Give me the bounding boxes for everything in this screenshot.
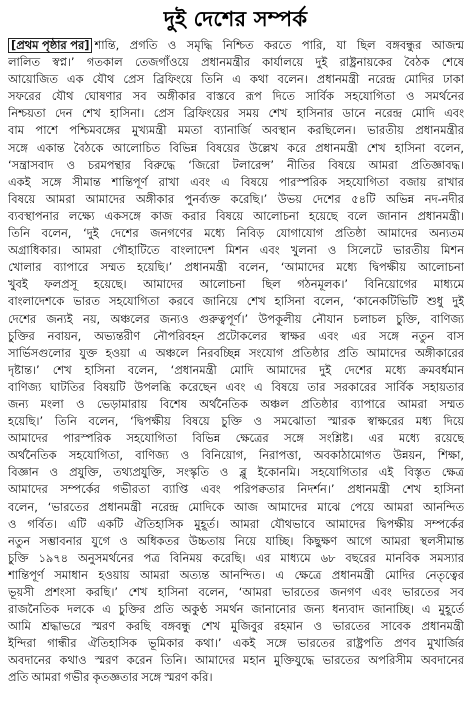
article-line: আমি শ্রদ্ধাভরে স্মরণ করছি বঙ্গবন্ধু শেখ মুজিবুর রহমান ও ভারতের সাবেক প্রধানমন্ত্রী: [8, 619, 464, 634]
article-line: আয়োজিত এক যৌথ প্রেস ব্রিফিংয়ে তিনি এ কথা বলেন। প্রধানমন্ত্রী নরেন্দ্র মোদির ঢাকা: [8, 72, 464, 87]
article-line: রাজনৈতিক দলকে এ চুক্তির প্রতি অকুণ্ঠ সমর্থন জানানোর জন্য ধন্যবাদ জানাচ্ছি। এ মুহূর্তে: [8, 602, 464, 617]
article-line: দৃষ্টান্ত।’ শেখ হাসিনা বলেন, ‘প্রধানমন্ত্রী মোদি আমাদের দুই দেশের মধ্যে ক্রমবর্ধমান: [8, 362, 464, 377]
article-line: বাংলাদেশকে ভারত সহযোগিতা করবে জানিয়ে শেখ হাসিনা বলেন, ‘কানেকটিভিটি শুধু দুই: [8, 294, 464, 309]
article-body: [8, 37, 464, 705]
article-line: সঙ্গে একান্ত বৈঠকে আলোচিত বিভিন্ন বিষয়ের উল্লেখ করে প্রধানমন্ত্রী শেখ হাসিনা বলেন,: [8, 140, 464, 155]
article-line: খোলার ব্যাপারে সম্মত হয়েছি।’ প্রধানমন্ত্রী বলেন, ‘আমাদের মধ্যে দ্বিপক্ষীয় আলোচনা: [8, 260, 464, 275]
article-line: ‘সন্ত্রাসবাদ ও চরমপন্থার বিরুদ্ধে ‘জিরো টলারেন্স’ নীতির বিষয়ে আমরা প্রতিজ্ঞাবদ্ধ।: [8, 157, 464, 172]
article-line-text: শান্তি, প্রগতি ও সমৃদ্ধি নিশ্চিত করতে পারি, যা ছিল বঙ্গবন্ধুর আজন্ম: [94, 38, 464, 52]
article-line: ইন্দিরা গান্ধীর ঐতিহাসিক ভূমিকার কথা।’ একই সঙ্গে ভারতের রাষ্ট্রপতি প্রণব মুখার্জির: [8, 636, 464, 651]
article-line: সফরের যৌথ ঘোষণার সব অঙ্গীকার বাস্তবে রূপ দিতে সার্বিক সহযোগিতা ও সমর্থনের: [8, 89, 464, 104]
article-line: আমাদের সম্পর্কের গভীরতা ব্যাপ্তি এবং পরিপক্বতার নিদর্শন।’ প্রধানমন্ত্রী শেখ হাসিনা: [8, 482, 464, 497]
article-line: চুক্তি ১৯৭৪ অনুসমর্থনের পত্র বিনিময় করেছি। এর মাধ্যমে ৬৮ বছরের মানবিক সমস্যার: [8, 550, 464, 565]
article-line: ব্যবস্থাপনার লক্ষ্যে একসঙ্গে কাজ করার বিষয়ে আলোচনা হয়েছে বলে জানান প্রধানমন্ত্রী।: [8, 208, 464, 223]
article-line: বিষয়ে আমরা আমাদের অঙ্গীকার পুনর্ব্যক্ত করেছি।’ উভয় দেশের ৫৪টি অভিন্ন নদ-নদীর: [8, 191, 464, 206]
article-line: একই সঙ্গে সীমান্ত শান্তিপূর্ণ রাখা এবং এ বিষয়ে পারস্পরিক সহযোগিতা বজায় রাখার: [8, 174, 464, 189]
article-line: বাম পাশে পশ্চিমবঙ্গের মুখ্যমন্ত্রী মমতা ব্যানার্জি অবস্থান করছিলেন। ভারতীয় প্রধানমন্ত্রীর: [8, 123, 464, 138]
article-line: [8, 37, 464, 54]
article-line: ভূয়সী প্রশংসা করছি।’ শেখ হাসিনা বলেন, ‘আমরা ভারতের জনগণ এবং ভারতের সব: [8, 585, 464, 599]
article-line: লালিত স্বপ্ন।’ গতকাল তেজগাঁওয়ে প্রধানমন্ত্রীর কার্যালয়ে দুই রাষ্ট্রনায়কের বৈঠক শেষে: [8, 55, 464, 70]
article-line: অর্থনৈতিক সহযোগিতা, বাণিজ্য ও বিনিয়োগ, নিরাপত্তা, অবকাঠামোগত উন্নয়ন, শিক্ষা,: [8, 448, 464, 463]
continued-from-marker: [প্রথম পৃষ্ঠার পর]: [8, 38, 92, 53]
article-line: অগ্রাধিকার। আমরা গৌহাটিতে বাংলাদেশ মিশন এবং খুলনা ও সিলেটে ভারতীয় মিশন: [8, 243, 464, 258]
article-line: হয়েছি।’ তিনি বলেন, ‘দ্বিপক্ষীয় বিষয়ে চুক্তি ও সমঝোতা স্মারক স্বাক্ষরের মধ্য দিয়ে: [8, 414, 464, 429]
article-line: সার্ভিসগুলোর যুক্ত হওয়া এ অঞ্চলে নিরবচ্ছিন্ন সংযোগ প্রতিষ্ঠার প্রতি আমাদের অঙ্গীকারের: [8, 345, 464, 360]
article-line: ও গর্বিত। এটি একটি ঐতিহাসিক মুহূর্ত। আমরা যৌথভাবে আমাদের দ্বিপক্ষীয় সম্পর্কের: [8, 516, 464, 531]
article-line: বিজ্ঞান ও প্রযুক্তি, তথ্যপ্রযুক্তি, সংস্কৃতি ও ব্লু ইকোনমি। সহযোগিতার এই বিস্তৃত ক্ষেত্র: [8, 465, 464, 480]
article-line: প্রতি আমরা গভীর কৃতজ্ঞতার সঙ্গে স্মরণ করি।: [8, 670, 213, 685]
article-line: বাণিজ্য ঘাটতির বিষয়টি উপলব্ধি করেছেন এবং এ বিষয়ে তার সরকারের সার্বিক সহায়তার: [8, 379, 464, 394]
article-line: নিশ্চয়তা দেন শেখ হাসিনা। প্রেস ব্রিফিংয়ের সময় শেখ হাসিনার ডানে নরেন্দ্র মোদি এবং: [8, 106, 464, 121]
article-line: শান্তিপূর্ণ সমাধান হওয়ায় আমরা অত্যন্ত আনন্দিত। এ ক্ষেত্রে প্রধানমন্ত্রী মোদির নেতৃত্বের: [8, 567, 464, 582]
article-line: খুবই ফলপ্রসূ হয়েছে। আমাদের আলোচনা ছিল গঠনমূলক।’ বিনিয়োগের মাধ্যমে: [8, 277, 464, 292]
article-line: অবদানের কথাও স্মরণ করেন তিনি। আমাদের মহান মুক্তিযুদ্ধে ভারতের অপরিসীম অবদানের: [8, 653, 464, 668]
article-line: নতুন সম্ভাবনার যুগে ও অধিকতর উচ্চতায় নিয়ে যাচ্ছি। কিছুক্ষণ আগে আমরা স্থলসীমান্ত: [8, 533, 464, 548]
article-line: আমাদের পারস্পরিক সহযোগিতা বিভিন্ন ক্ষেত্রের সঙ্গে সংশ্লিষ্ট। এর মধ্যে রয়েছে: [8, 431, 464, 446]
article-line: জন্য মংলা ও ভেড়ামারায় বিশেষ অর্থনৈতিক অঞ্চল প্রতিষ্ঠার ব্যাপারে আমরা সম্মত: [8, 396, 464, 411]
article-line: দেশের জন্যই নয়, অঞ্চলের জন্যও গুরুত্বপূর্ণ।’ উপকূলীয় নৌযান চলাচল চুক্তি, বাণিজ্য: [8, 311, 464, 326]
article-line: তিনি বলেন, ‘দুই দেশের জনগণের মধ্যে নিবিড় যোগাযোগ প্রতিষ্ঠা আমাদের অন্যতম: [8, 226, 464, 241]
article-line: বলেন, ‘ভারতের প্রধানমন্ত্রী নরেন্দ্র মোদিকে আজ আমাদের মাঝে পেয়ে আমরা আনন্দিত: [8, 499, 464, 514]
article-line: চুক্তির নবায়ন, অভ্যন্তরীণ নৌপরিবহন প্রটোকলের স্বাক্ষর এবং এর সঙ্গে নতুন বাস: [8, 328, 464, 343]
article-headline: দুই দেশের সম্পর্ক: [163, 7, 308, 31]
